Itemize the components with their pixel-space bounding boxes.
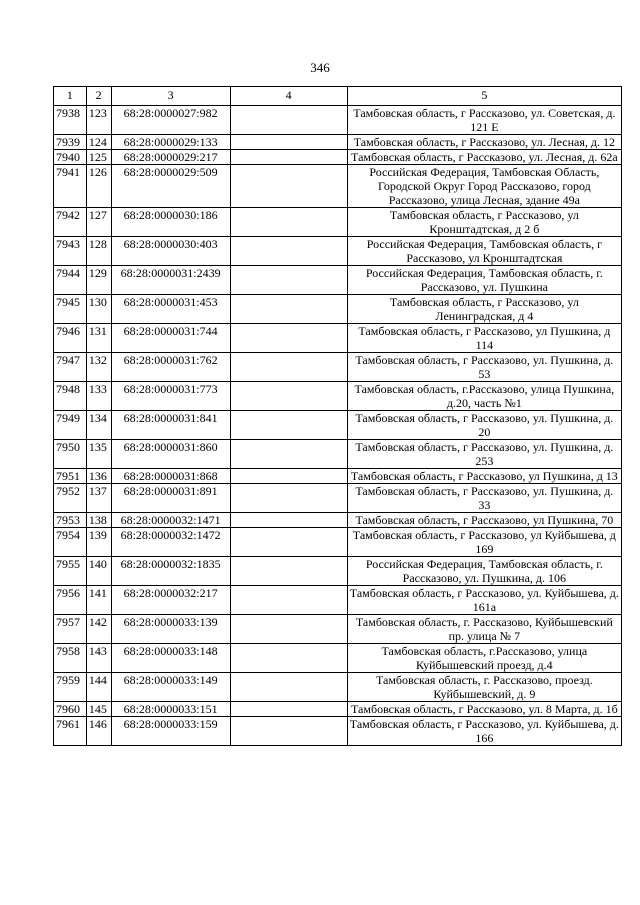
row-index-cell: 139 — [86, 528, 111, 557]
address-cell: Тамбовская область, г Рассказово, ул Куйбышева, д 169 — [347, 528, 621, 557]
column-header: 5 — [347, 87, 621, 106]
column-header: 2 — [86, 87, 111, 106]
column-4-cell — [230, 440, 347, 469]
row-number-cell: 7953 — [54, 513, 87, 528]
registry-table — [53, 86, 622, 746]
column-header: 1 — [54, 87, 87, 106]
address-cell: Тамбовская область, г Рассказово, ул Пушкина, д 114 — [347, 324, 621, 353]
row-number-cell: 7958 — [54, 644, 87, 673]
table-row — [54, 484, 622, 513]
row-index-cell: 123 — [86, 106, 111, 135]
address-cell: Российская Федерация, Тамбовская Область, Городской Округ Город Рассказово, город Рассказово, улица Лесная, здание 49а — [347, 165, 621, 208]
address-cell: Тамбовская область, г Рассказово, ул. Пушкина, д. 20 — [347, 411, 621, 440]
row-index-cell: 142 — [86, 615, 111, 644]
row-index-cell: 146 — [86, 717, 111, 746]
address-cell: Тамбовская область, г Рассказово, ул Пушкина, 70 — [347, 513, 621, 528]
row-index-cell: 141 — [86, 586, 111, 615]
address-cell: Тамбовская область, г Рассказово, ул. Лесная, д. 12 — [347, 135, 621, 150]
table-row — [54, 440, 622, 469]
address-cell: Российская Федерация, Тамбовская область, г Рассказово, ул Кронштадтская — [347, 237, 621, 266]
cadastral-number-cell: 68:28:0000033:139 — [111, 615, 230, 644]
row-index-cell: 125 — [86, 150, 111, 165]
row-number-cell: 7951 — [54, 469, 87, 484]
cadastral-number-cell: 68:28:0000029:509 — [111, 165, 230, 208]
table-header-row — [54, 87, 622, 106]
row-number-cell: 7938 — [54, 106, 87, 135]
row-index-cell: 126 — [86, 165, 111, 208]
table-row — [54, 528, 622, 557]
column-4-cell — [230, 266, 347, 295]
row-number-cell: 7959 — [54, 673, 87, 702]
registry-table-body — [54, 87, 622, 746]
cadastral-number-cell: 68:28:0000031:773 — [111, 382, 230, 411]
row-number-cell: 7956 — [54, 586, 87, 615]
table-row — [54, 702, 622, 717]
row-number-cell: 7940 — [54, 150, 87, 165]
table-row — [54, 469, 622, 484]
cadastral-number-cell: 68:28:0000031:762 — [111, 353, 230, 382]
column-header: 4 — [230, 87, 347, 106]
column-4-cell — [230, 237, 347, 266]
row-index-cell: 137 — [86, 484, 111, 513]
column-4-cell — [230, 382, 347, 411]
row-number-cell: 7945 — [54, 295, 87, 324]
address-cell: Тамбовская область, г Рассказово, ул. Пушкина, д. 33 — [347, 484, 621, 513]
table-row — [54, 266, 622, 295]
row-index-cell: 130 — [86, 295, 111, 324]
table-row — [54, 673, 622, 702]
table-row — [54, 382, 622, 411]
table-row — [54, 106, 622, 135]
column-4-cell — [230, 484, 347, 513]
cadastral-number-cell: 68:28:0000029:217 — [111, 150, 230, 165]
cadastral-number-cell: 68:28:0000032:1471 — [111, 513, 230, 528]
address-cell: Российская Федерация, Тамбовская область, г. Рассказово, ул. Пушкина, д. 106 — [347, 557, 621, 586]
cadastral-number-cell: 68:28:0000030:403 — [111, 237, 230, 266]
row-index-cell: 143 — [86, 644, 111, 673]
row-number-cell: 7939 — [54, 135, 87, 150]
cadastral-number-cell: 68:28:0000033:151 — [111, 702, 230, 717]
cadastral-number-cell: 68:28:0000031:860 — [111, 440, 230, 469]
cadastral-number-cell: 68:28:0000027:982 — [111, 106, 230, 135]
row-number-cell: 7949 — [54, 411, 87, 440]
column-4-cell — [230, 673, 347, 702]
table-row — [54, 411, 622, 440]
address-cell: Тамбовская область, г Рассказово, ул. Лесная, д. 62а — [347, 150, 621, 165]
table-row — [54, 513, 622, 528]
row-index-cell: 144 — [86, 673, 111, 702]
table-row — [54, 135, 622, 150]
row-index-cell: 134 — [86, 411, 111, 440]
row-index-cell: 136 — [86, 469, 111, 484]
column-4-cell — [230, 165, 347, 208]
table-row — [54, 717, 622, 746]
row-number-cell: 7957 — [54, 615, 87, 644]
address-cell: Тамбовская область, г Рассказово, ул. Советская, д. 121 Е — [347, 106, 621, 135]
address-cell: Тамбовская область, г. Рассказово, Куйбышевский пр. улица № 7 — [347, 615, 621, 644]
table-row — [54, 150, 622, 165]
table-row — [54, 165, 622, 208]
address-cell: Тамбовская область, г Рассказово, ул Кронштадтская, д 2 б — [347, 208, 621, 237]
row-number-cell: 7942 — [54, 208, 87, 237]
row-index-cell: 127 — [86, 208, 111, 237]
row-number-cell: 7960 — [54, 702, 87, 717]
row-index-cell: 140 — [86, 557, 111, 586]
column-4-cell — [230, 615, 347, 644]
table-row — [54, 557, 622, 586]
cadastral-number-cell: 68:28:0000030:186 — [111, 208, 230, 237]
address-cell: Тамбовская область, г Рассказово, ул Ленинградская, д 4 — [347, 295, 621, 324]
table-row — [54, 615, 622, 644]
row-number-cell: 7944 — [54, 266, 87, 295]
column-4-cell — [230, 513, 347, 528]
address-cell: Тамбовская область, г Рассказово, ул. 8 Марта, д. 1б — [347, 702, 621, 717]
column-4-cell — [230, 324, 347, 353]
row-number-cell: 7948 — [54, 382, 87, 411]
table-row — [54, 324, 622, 353]
cadastral-number-cell: 68:28:0000031:2439 — [111, 266, 230, 295]
row-index-cell: 138 — [86, 513, 111, 528]
column-4-cell — [230, 135, 347, 150]
address-cell: Тамбовская область, г Рассказово, ул. Пушкина, д. 53 — [347, 353, 621, 382]
row-number-cell: 7955 — [54, 557, 87, 586]
row-index-cell: 131 — [86, 324, 111, 353]
cadastral-number-cell: 68:28:0000029:133 — [111, 135, 230, 150]
row-number-cell: 7961 — [54, 717, 87, 746]
address-cell: Тамбовская область, г. Рассказово, проезд. Куйбышевский, д. 9 — [347, 673, 621, 702]
column-4-cell — [230, 411, 347, 440]
row-number-cell: 7954 — [54, 528, 87, 557]
column-4-cell — [230, 717, 347, 746]
address-cell: Тамбовская область, г Рассказово, ул Пушкина, д 13 — [347, 469, 621, 484]
table-row — [54, 208, 622, 237]
row-number-cell: 7947 — [54, 353, 87, 382]
cadastral-number-cell: 68:28:0000031:891 — [111, 484, 230, 513]
table-row — [54, 586, 622, 615]
address-cell: Тамбовская область, г.Рассказово, улица Пушкина, д.20, часть №1 — [347, 382, 621, 411]
column-4-cell — [230, 295, 347, 324]
column-4-cell — [230, 528, 347, 557]
table-row — [54, 353, 622, 382]
address-cell: Тамбовская область, г.Рассказово, улица Куйбышевский проезд, д.4 — [347, 644, 621, 673]
row-index-cell: 135 — [86, 440, 111, 469]
cadastral-number-cell: 68:28:0000033:148 — [111, 644, 230, 673]
cadastral-number-cell: 68:28:0000031:868 — [111, 469, 230, 484]
address-cell: Тамбовская область, г Рассказово, ул. Куйбышева, д. 161а — [347, 586, 621, 615]
column-4-cell — [230, 106, 347, 135]
cadastral-number-cell: 68:28:0000031:453 — [111, 295, 230, 324]
cadastral-number-cell: 68:28:0000033:149 — [111, 673, 230, 702]
column-4-cell — [230, 644, 347, 673]
column-4-cell — [230, 557, 347, 586]
table-row — [54, 644, 622, 673]
cadastral-number-cell: 68:28:0000031:744 — [111, 324, 230, 353]
address-cell: Российская Федерация, Тамбовская область, г. Рассказово, ул. Пушкина — [347, 266, 621, 295]
row-index-cell: 133 — [86, 382, 111, 411]
column-4-cell — [230, 150, 347, 165]
row-number-cell: 7943 — [54, 237, 87, 266]
column-4-cell — [230, 208, 347, 237]
page-number: 346 — [310, 60, 330, 75]
row-index-cell: 132 — [86, 353, 111, 382]
column-4-cell — [230, 469, 347, 484]
row-index-cell: 128 — [86, 237, 111, 266]
column-4-cell — [230, 586, 347, 615]
cadastral-number-cell: 68:28:0000032:217 — [111, 586, 230, 615]
table-row — [54, 295, 622, 324]
row-number-cell: 7941 — [54, 165, 87, 208]
column-header: 3 — [111, 87, 230, 106]
row-index-cell: 124 — [86, 135, 111, 150]
row-number-cell: 7946 — [54, 324, 87, 353]
row-index-cell: 145 — [86, 702, 111, 717]
row-index-cell: 129 — [86, 266, 111, 295]
cadastral-number-cell: 68:28:0000031:841 — [111, 411, 230, 440]
row-number-cell: 7952 — [54, 484, 87, 513]
row-number-cell: 7950 — [54, 440, 87, 469]
cadastral-number-cell: 68:28:0000032:1472 — [111, 528, 230, 557]
address-cell: Тамбовская область, г Рассказово, ул. Пушкина, д. 253 — [347, 440, 621, 469]
address-cell: Тамбовская область, г Рассказово, ул. Куйбышева, д. 166 — [347, 717, 621, 746]
column-4-cell — [230, 353, 347, 382]
table-row — [54, 237, 622, 266]
cadastral-number-cell: 68:28:0000032:1835 — [111, 557, 230, 586]
cadastral-number-cell: 68:28:0000033:159 — [111, 717, 230, 746]
column-4-cell — [230, 702, 347, 717]
